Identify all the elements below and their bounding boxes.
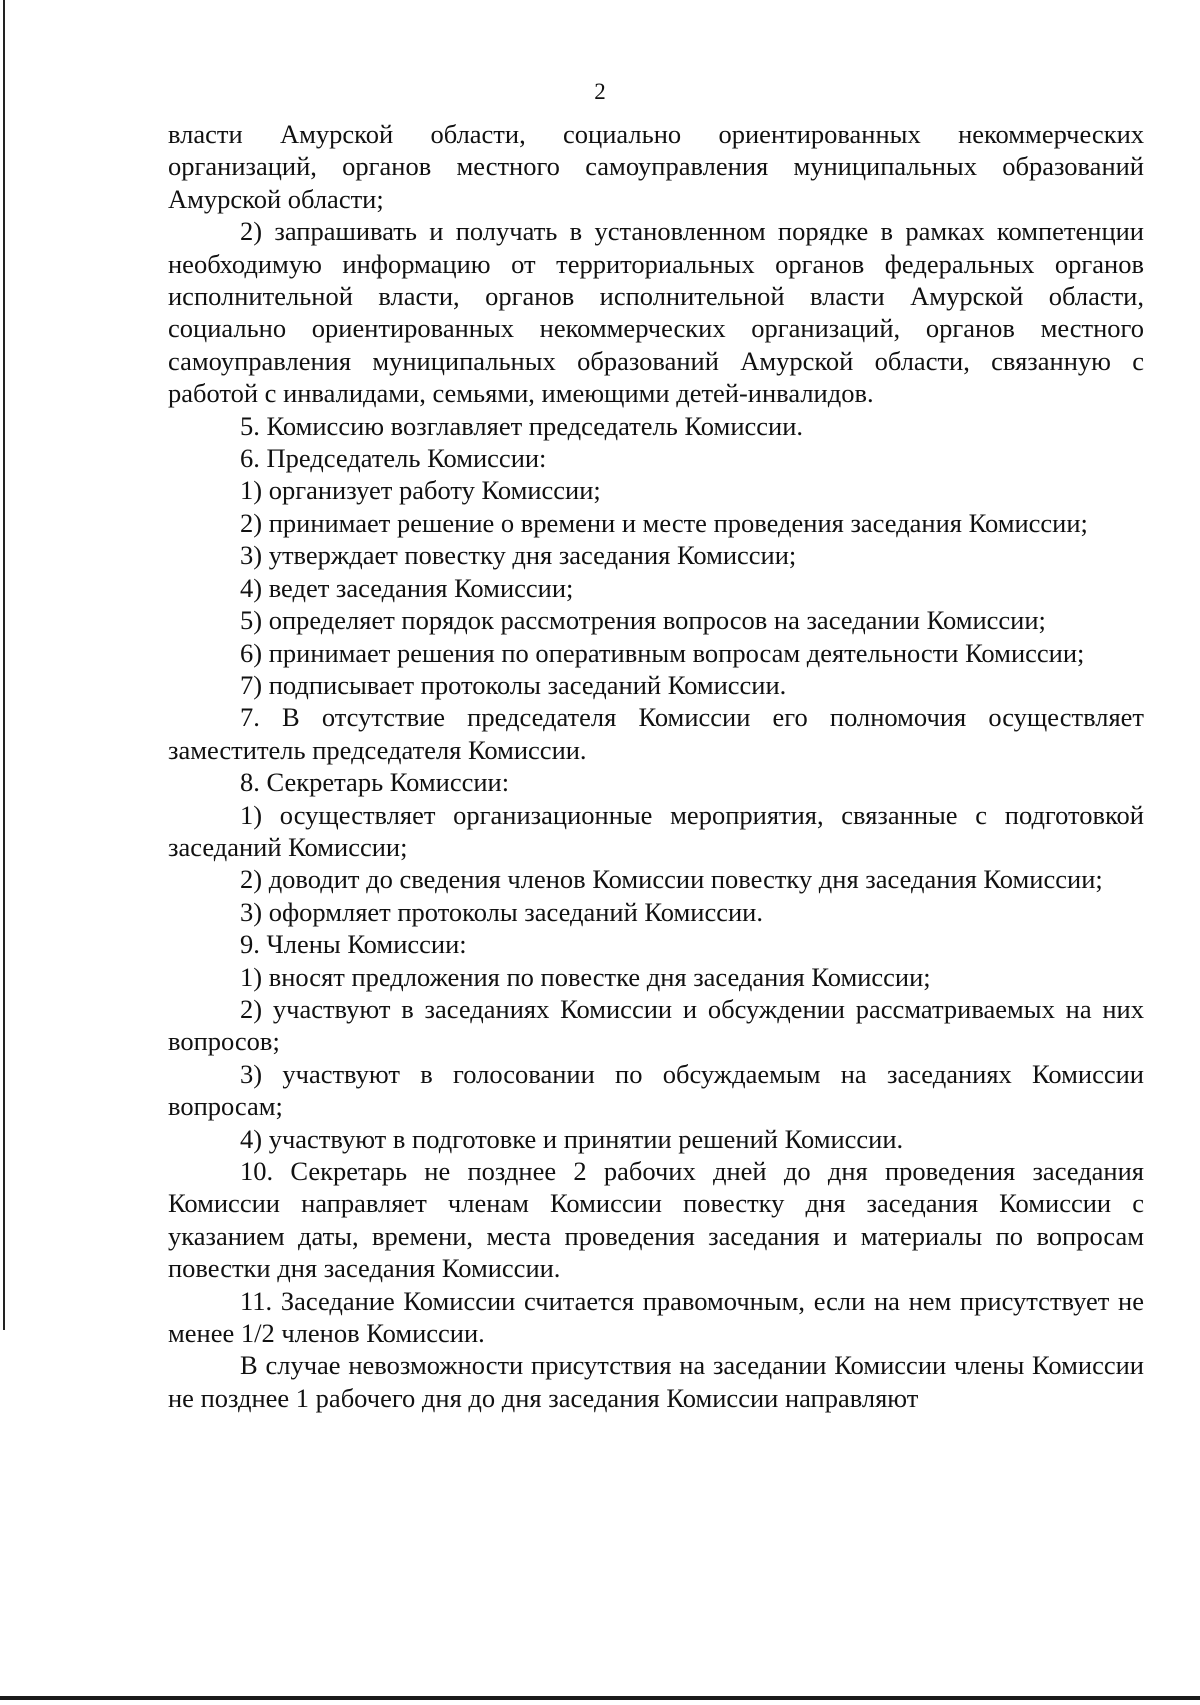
- paragraph-5: 5. Комиссию возглавляет председатель Комиссии.: [240, 410, 804, 441]
- paragraph-6-item-1: 1) организует работу Комиссии;: [240, 475, 601, 506]
- paragraph-continuation: власти Амурской области, социально ориентированных некоммерческих организаций, органов местного самоуправления муниципальных образований Амурской области;: [168, 119, 1144, 214]
- paragraph-6-item-5: 5) определяет порядок рассмотрения вопросов на заседании Комиссии;: [240, 605, 1046, 636]
- paragraph-8: 8. Секретарь Комиссии:: [240, 767, 510, 798]
- paragraph-8-item-2: 2) доводит до сведения членов Комиссии повестку дня заседания Комиссии;: [240, 864, 1103, 895]
- paragraph-9: 9. Члены Комиссии:: [240, 929, 467, 960]
- paragraph-6: 6. Председатель Комиссии:: [240, 443, 547, 474]
- paragraph-6-item-3: 3) утверждает повестку дня заседания Комиссии;: [240, 540, 797, 571]
- paragraph-6-item-2: 2) принимает решение о времени и месте проведения заседания Комиссии;: [240, 507, 1088, 538]
- page-number: 2: [594, 79, 606, 104]
- paragraph-6-item-7: 7) подписывает протоколы заседаний Комиссии.: [240, 669, 787, 700]
- paragraph-absence: В случае невозможности присутствия на заседании Комиссии члены Комиссии не позднее 1 рабочего дня до дня заседания Комиссии направляют: [168, 1350, 1144, 1413]
- paragraph-7: 7. В отсутствие председателя Комиссии его полномочия осуществляет заместитель председателя Комиссии.: [168, 702, 1144, 765]
- paragraph-9-item-4: 4) участвуют в подготовке и принятии решений Комиссии.: [240, 1123, 904, 1154]
- paragraph-10: 10. Секретарь не позднее 2 рабочих дней до дня проведения заседания Комиссии направляет членам Комиссии повестку дня заседания Комиссии с указанием даты, времени, места проведения заседания и материалы по вопросам повестки дня заседания Комиссии.: [168, 1156, 1144, 1284]
- paragraph-item-2-request: 2) запрашивать и получать в установленном порядке в рамках компетенции необходимую информацию от территориальных органов федеральных органов исполнительной власти, органов исполнительной власти Амурской области, социально ориентированных некоммерческих организаций, органов местного самоуправления муниципальных образований Амурской области, связанную с работой с инвалидами, семьями, имеющими детей-инвалидов.: [168, 216, 1144, 409]
- paragraph-6-item-6: 6) принимает решения по оперативным вопросам деятельности Комиссии;: [240, 637, 1085, 668]
- paragraph-6-item-4: 4) ведет заседания Комиссии;: [240, 572, 574, 603]
- scan-edge-bottom: [0, 1696, 1200, 1700]
- paragraph-9-item-2: 2) участвуют в заседаниях Комиссии и обсуждении рассматриваемых на них вопросов;: [168, 993, 1144, 1057]
- document-body: [168, 118, 1144, 1414]
- paragraph-8-item-1: 1) осуществляет организационные мероприятия, связанные с подготовкой заседаний Комиссии;: [168, 799, 1144, 862]
- scan-edge-left: [3, 0, 5, 1330]
- paragraph-9-item-3: 3) участвуют в голосовании по обсуждаемым на заседаниях Комиссии вопросам;: [168, 1058, 1144, 1122]
- paragraph-11: 11. Заседание Комиссии считается правомочным, если на нем присутствует не менее 1/2 членов Комиссии.: [168, 1285, 1144, 1349]
- paragraph-9-item-1: 1) вносят предложения по повестке дня заседания Комиссии;: [240, 961, 931, 992]
- paragraph-8-item-3: 3) оформляет протоколы заседаний Комиссии.: [240, 896, 763, 927]
